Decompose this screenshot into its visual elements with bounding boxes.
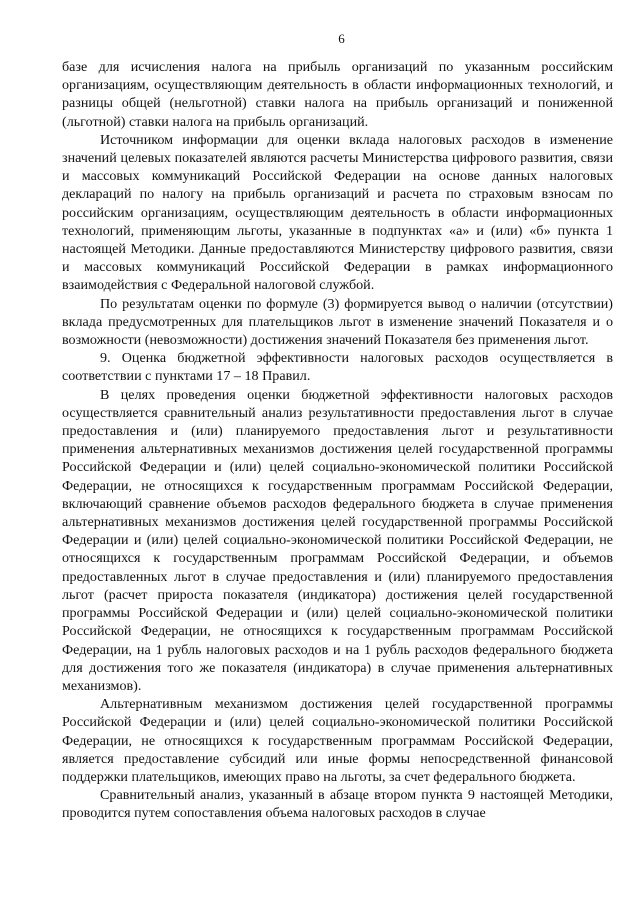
page-number: 6 xyxy=(338,31,345,46)
paragraph-alternative-mechanism: Альтернативным механизмом достижения целей государственной программы Российской Федерации и (или) целей социально-экономической политики Российской Федерации, не относящихся к государственным программам Российской Федерации, является предоставление субсидий или иные формы непосредственной финансовой поддержки плательщиков, имеющих право на льготы, за счет федерального бюджета. xyxy=(62,696,613,785)
paragraph-evaluation-result: По результатам оценки по формуле (3) формируется вывод о наличии (отсутствии) вклада предусмотренных для плательщиков льгот в изменение значений Показателя и о возможности (невозможности) достижения значений Показателя без применения льгот. xyxy=(62,295,613,349)
paragraph-comparison-method: Сравнительный анализ, указанный в абзаце втором пункта 9 настоящей Методики, проводится путем сопоставления объема налоговых расходов в случае xyxy=(62,787,613,822)
paragraph-continuation: базе для исчисления налога на прибыль организаций по указанным российским организациям, осуществляющим деятельность в области информационных технологий, и разницы общей (нельготной) ставки налога на прибыль организаций и пониженной (льготной) ставки налога на прибыль организаций. xyxy=(62,59,613,130)
paragraph-comparative-analysis: В целях проведения оценки бюджетной эффективности налоговых расходов осуществляется сравнительный анализ результативности предоставления льгот в случае предоставления и (или) планируемого предоставления льгот и результативности применения альтернативных механизмов достижения целей государственной программы Российской Федерации и (или) целей социально-экономической политики Российской Федерации, не относящихся к государственным программам Российской Федерации, включающий сравнение объемов расходов федерального бюджета в случае применения альтернативных механизмов достижения целей государственной программы Российской Федерации и (или) целей социально-экономической политики Российской Федерации, не относящихся к государственным программам Российской Федерации, и объемов предоставленных льгот в случае предоставления и (или) планируемого предоставления льгот (расчет прироста показателя (индикатора) достижения целей государственной программы Российской Федерации и (или) целей социально-экономической политики Российской Федерации, не относящихся к государственным программам Российской Федерации, на 1 рубль налоговых расходов и на 1 рубль расходов федерального бюджета для достижения того же показателя (индикатора) в случае применения альтернативных механизмов). xyxy=(62,386,613,694)
document-body xyxy=(62,58,613,823)
paragraph-item-9: 9. Оценка бюджетной эффективности налоговых расходов осуществляется в соответствии с пунктами 17 – 18 Правил. xyxy=(62,350,613,385)
paragraph-information-source: Источником информации для оценки вклада налоговых расходов в изменение значений целевых показателей являются расчеты Министерства цифрового развития, связи и массовых коммуникаций Российской Федерации на основе данных налоговых деклараций по налогу на прибыль организаций и расчета по страховым взносам по российским организациям, осуществляющим деятельность в области информационных технологий, применяющим льготы, указанные в подпунктах «а» и (или) «б» пункта 1 настоящей Методики. Данные предоставляются Министерству цифрового развития, связи и массовых коммуникаций Российской Федерации в рамках информационного взаимодействия с Федеральной налоговой службой. xyxy=(62,131,613,294)
